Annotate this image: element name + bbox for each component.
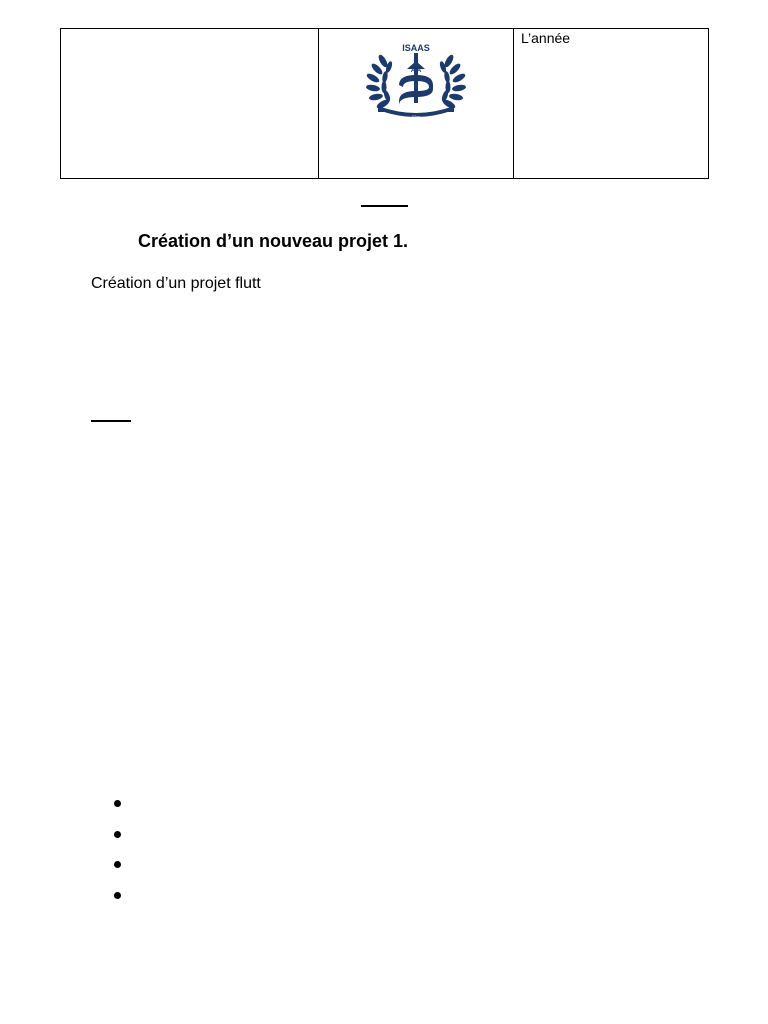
bullet-icon bbox=[114, 800, 121, 807]
header-table bbox=[60, 28, 709, 179]
title-underline bbox=[361, 205, 408, 207]
bullet-icon bbox=[114, 831, 121, 838]
year-label: L’année bbox=[521, 30, 571, 46]
section-underline bbox=[91, 420, 131, 422]
logo-top-text: ISAAS bbox=[402, 43, 430, 53]
logo-bottom-text: Sfax bbox=[411, 114, 421, 119]
bullet-icon bbox=[114, 861, 121, 868]
header-cell-year bbox=[514, 29, 709, 179]
bullet-icon bbox=[114, 892, 121, 899]
body-paragraph: Création d’un projet flutt bbox=[91, 275, 261, 292]
header-cell-logo bbox=[319, 29, 514, 179]
section-heading: Création d’un nouveau projet 1. bbox=[138, 231, 409, 251]
isaas-emblem-icon bbox=[351, 41, 481, 121]
logo-center-text: AIA bbox=[410, 68, 422, 74]
header-cell-left bbox=[61, 29, 319, 179]
